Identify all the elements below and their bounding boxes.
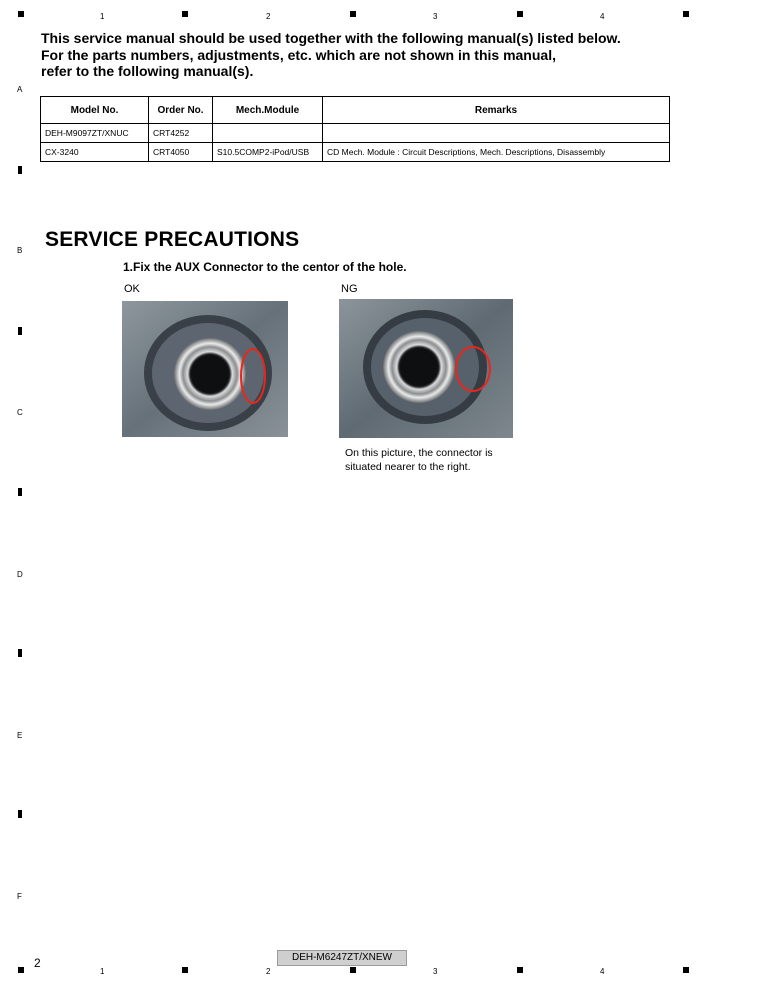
frame-marker xyxy=(517,11,523,17)
intro-line-3: refer to the following manual(s). xyxy=(41,63,254,79)
header-order-no: Order No. xyxy=(149,97,213,124)
table-row xyxy=(41,124,670,143)
column-label-2-bottom: 2 xyxy=(266,967,271,976)
column-label-4: 4 xyxy=(600,12,605,21)
cell-order-no: CRT4252 xyxy=(149,124,213,143)
section-title: SERVICE PRECAUTIONS xyxy=(45,228,300,251)
ng-caption-line-2: situated nearer to the right. xyxy=(345,461,471,473)
row-label-a: A xyxy=(17,85,23,94)
cell-model-no: CX-3240 xyxy=(41,143,149,162)
header-remarks: Remarks xyxy=(323,97,670,124)
related-manuals-table xyxy=(40,96,670,162)
header-mech-module: Mech.Module xyxy=(213,97,323,124)
cell-mech-module xyxy=(213,124,323,143)
frame-marker xyxy=(18,967,24,973)
column-label-3: 3 xyxy=(433,12,438,21)
frame-marker xyxy=(182,967,188,973)
cell-mech-module: S10.5COMP2-iPod/USB xyxy=(213,143,323,162)
footer-model-badge: DEH-M6247ZT/XNEW xyxy=(277,950,407,966)
frame-marker xyxy=(350,967,356,973)
column-label-1: 1 xyxy=(100,12,105,21)
row-label-f: F xyxy=(17,892,22,901)
ng-connector-photo xyxy=(339,299,513,438)
cell-model-no: DEH-M9097ZT/XNUC xyxy=(41,124,149,143)
intro-line-2: For the parts numbers, adjustments, etc. which are not shown in this manual, xyxy=(41,46,556,63)
page-number: 2 xyxy=(34,956,41,970)
intro-paragraph xyxy=(41,30,681,80)
frame-marker xyxy=(517,967,523,973)
column-label-3-bottom: 3 xyxy=(433,967,438,976)
frame-marker xyxy=(350,11,356,17)
row-label-c: C xyxy=(17,408,23,417)
frame-marker xyxy=(18,11,24,17)
step-instruction: 1.Fix the AUX Connector to the centor of the hole. xyxy=(123,260,407,274)
ok-label: OK xyxy=(124,283,140,295)
column-label-2: 2 xyxy=(266,12,271,21)
frame-marker xyxy=(683,11,689,17)
ng-label: NG xyxy=(341,283,358,295)
frame-marker xyxy=(18,166,22,174)
intro-line-1: This service manual should be used together with the following manual(s) listed below. xyxy=(41,30,621,46)
table-header-row xyxy=(41,97,670,124)
column-label-4-bottom: 4 xyxy=(600,967,605,976)
column-label-1-bottom: 1 xyxy=(100,967,105,976)
row-label-e: E xyxy=(17,731,23,740)
frame-marker xyxy=(18,810,22,818)
frame-marker xyxy=(18,488,22,496)
frame-marker xyxy=(683,967,689,973)
ng-caption-line-1: On this picture, the connector is xyxy=(345,447,493,459)
frame-marker xyxy=(18,649,22,657)
cell-remarks xyxy=(323,124,670,143)
cell-order-no: CRT4050 xyxy=(149,143,213,162)
ok-connector-photo xyxy=(122,301,288,437)
ng-caption xyxy=(345,446,525,474)
row-label-b: B xyxy=(17,246,23,255)
frame-marker xyxy=(182,11,188,17)
table-row xyxy=(41,143,670,162)
row-label-d: D xyxy=(17,570,23,579)
frame-marker xyxy=(18,327,22,335)
cell-remarks: CD Mech. Module : Circuit Descriptions, Mech. Descriptions, Disassembly xyxy=(323,143,670,162)
header-model-no: Model No. xyxy=(41,97,149,124)
